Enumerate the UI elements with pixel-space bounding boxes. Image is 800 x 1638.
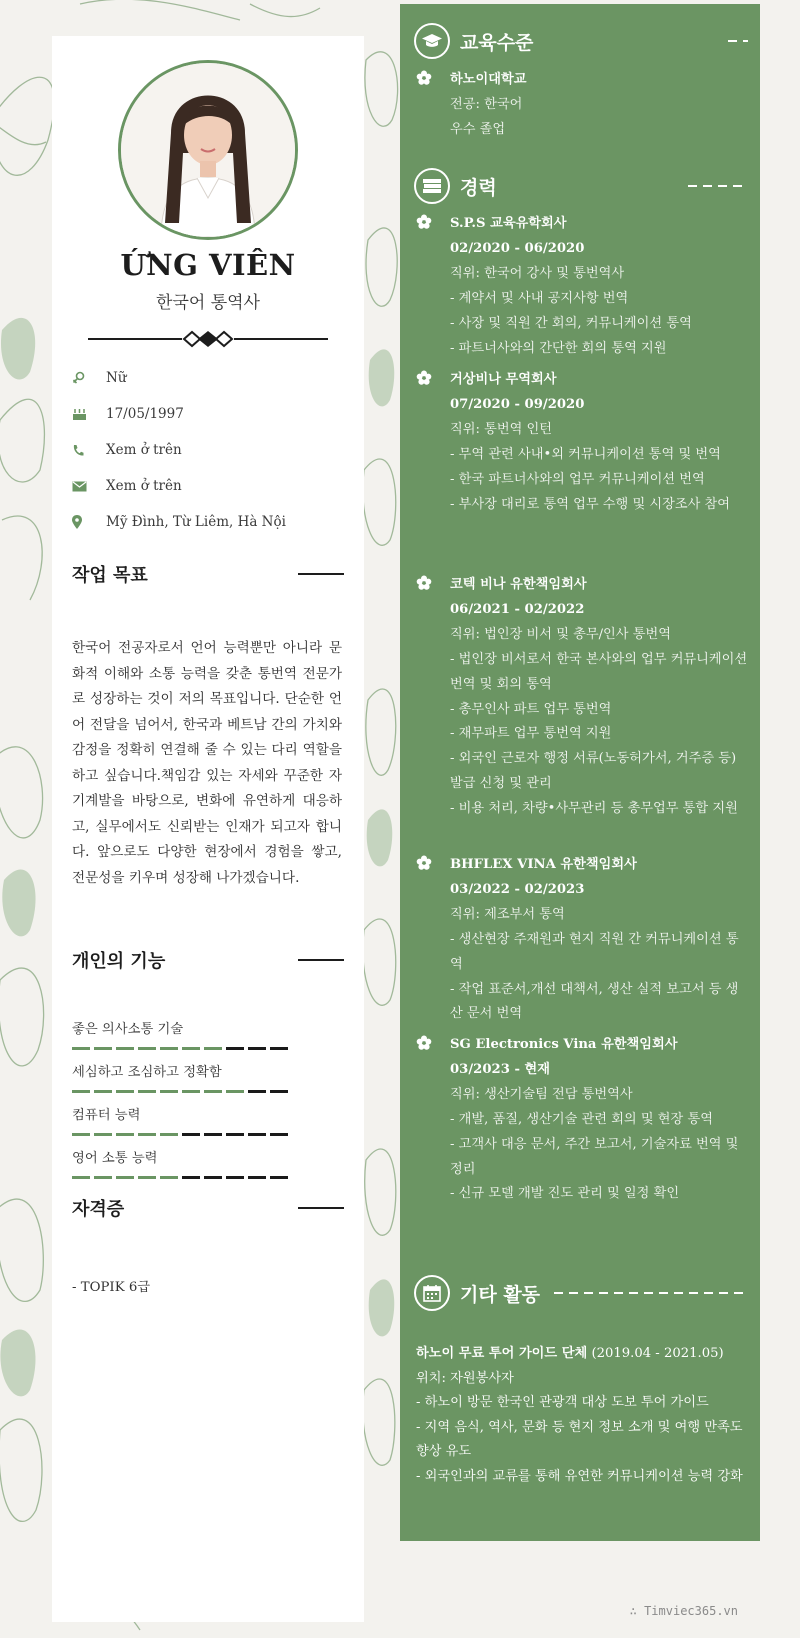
skill-segment-empty — [248, 1176, 266, 1179]
flower-bullet-icon — [416, 370, 432, 386]
graduation-cap-icon — [414, 23, 450, 59]
skill-segment-filled — [116, 1133, 134, 1136]
info-text: Xem ở trên — [106, 478, 182, 494]
heading-rule — [298, 959, 344, 961]
skill-segment-filled — [138, 1176, 156, 1179]
info-text: Mỹ Đình, Từ Liêm, Hà Nội — [106, 514, 286, 530]
skill-level-bar — [72, 1133, 344, 1136]
education-item — [416, 68, 750, 143]
skill-segment-filled — [94, 1047, 112, 1050]
location-pin-icon — [72, 515, 106, 529]
certificate-item: - TOPIK 6급 — [72, 1280, 151, 1295]
ornament-divider — [88, 330, 328, 348]
experience-item — [416, 368, 750, 517]
job-detail-line: - 파트너사와의 간단한 회의 통역 지원 — [450, 340, 667, 356]
birthday-cake-icon — [72, 408, 106, 421]
skill-segment-empty — [204, 1133, 222, 1136]
job-detail-line: - 개발, 품질, 생산기술 관련 회의 및 현장 통역 — [450, 1111, 713, 1127]
candidate-role: 한국어 통역사 — [156, 293, 260, 313]
skill-segment-filled — [94, 1133, 112, 1136]
objective-text: 한국어 전공자로서 언어 능력뿐만 아니라 문화적 이해와 소통 능력을 갖춘 통번역 전문가로 성장하는 것이 저의 목표입니다. 단순한 언어 전달을 넘어서, 한국과 베트남 간의 가치와 감정을 정확히 연결해 줄 수 있는 다리 역할을 하고 싶습니다.책임감 있는 자세와 꾸준한 자기계발을 바탕으로, 변화에 유연하게 대응하고, 실무에서도 신뢰받는 인재가 되고자 합니다. 앞으로도 다양한 현장에서 경험을 쌓고, 전문성을 키우며 성장해 나가겠습니다. — [72, 640, 342, 886]
skill-segment-filled — [138, 1090, 156, 1093]
job-detail-line: - 총무인사 파트 업무 통번역 — [450, 701, 612, 717]
activity-line: - 하노이 방문 한국인 관광객 대상 도보 투어 가이드 — [416, 1395, 709, 1411]
experience-heading — [414, 167, 748, 205]
education-heading — [414, 22, 748, 60]
info-text: 17/05/1997 — [106, 406, 184, 422]
skill-item — [72, 1104, 344, 1147]
skill-level-bar — [72, 1090, 344, 1093]
skill-segment-empty — [226, 1176, 244, 1179]
left-profile-card — [52, 36, 364, 1622]
skill-level-bar — [72, 1047, 344, 1050]
watermark-text: ∴ Timviec365.vn — [629, 1604, 738, 1618]
skill-segment-filled — [72, 1176, 90, 1179]
skill-segment-filled — [160, 1176, 178, 1179]
skill-name: 영어 소통 능력 — [72, 1151, 158, 1166]
avatar — [118, 60, 298, 240]
job-detail-line: 직위: 생산기술팀 전담 통번역사 — [450, 1086, 633, 1102]
job-detail-line: - 생산현장 주재원과 현지 직원 간 커뮤니케이션 통역 — [450, 931, 739, 972]
job-detail-line: - 부사장 대리로 통역 업무 수행 및 시장조사 참여 — [450, 496, 731, 512]
flower-bullet-icon — [416, 214, 432, 230]
flower-bullet-icon — [416, 855, 432, 871]
activity-line: - 외국인과의 교류를 통해 유연한 커뮤니케이션 능력 강화 — [416, 1468, 743, 1484]
heading-rule — [298, 573, 344, 575]
info-text: Xem ở trên — [106, 442, 182, 458]
info-gender — [72, 360, 352, 396]
heading-rule — [298, 1207, 344, 1209]
skill-segment-filled — [226, 1090, 244, 1093]
heading-dashes — [688, 185, 748, 187]
activity-period: (2019.04 - 2021.05) — [591, 1346, 724, 1361]
job-detail-line: - 비용 처리, 차량•사무관리 등 총무업무 통합 지원 — [450, 801, 738, 817]
job-period: 07/2020 - 09/2020 — [450, 396, 585, 412]
school-name: 하노이대학교 — [450, 72, 527, 87]
skill-segment-empty — [248, 1047, 266, 1050]
skill-segment-empty — [182, 1133, 200, 1136]
experience-item — [416, 212, 750, 361]
calendar-icon — [414, 1275, 450, 1311]
skill-segment-filled — [138, 1133, 156, 1136]
skill-segment-empty — [270, 1047, 288, 1050]
phone-icon — [72, 444, 106, 457]
flower-bullet-icon — [416, 70, 432, 86]
job-detail-line: - 외국인 근로자 행정 서류(노동허가서, 거주증 등) 발급 신청 및 관리 — [450, 751, 737, 792]
skill-segment-empty — [270, 1176, 288, 1179]
activities-title: 기타 활동 — [460, 1283, 541, 1306]
skill-segment-filled — [72, 1133, 90, 1136]
skill-segment-empty — [270, 1133, 288, 1136]
skill-level-bar — [72, 1176, 344, 1179]
activities-heading — [414, 1274, 748, 1312]
skill-segment-empty — [182, 1176, 200, 1179]
skill-segment-empty — [226, 1133, 244, 1136]
company-name: S.P.S 교육유학회사 — [450, 216, 567, 231]
objective-heading — [72, 560, 344, 588]
skill-item — [72, 1061, 344, 1104]
job-detail-line: - 무역 관련 사내•외 커뮤니케이션 통역 및 번역 — [450, 446, 721, 462]
experience-item — [416, 853, 750, 1027]
experience-item — [416, 1033, 750, 1207]
skill-segment-filled — [204, 1047, 222, 1050]
job-period: 03/2022 - 02/2023 — [450, 881, 585, 897]
job-detail-line: 직위: 제조부서 통역 — [450, 906, 565, 922]
job-period: 06/2021 - 02/2022 — [450, 601, 585, 617]
company-name: BHFLEX VINA 유한책임회사 — [450, 857, 637, 872]
skill-segment-filled — [160, 1090, 178, 1093]
skill-segment-filled — [138, 1047, 156, 1050]
right-column — [400, 4, 760, 1541]
job-detail-line: - 계약서 및 사내 공지사항 번역 — [450, 290, 629, 306]
skills-heading — [72, 946, 344, 974]
job-detail-line: - 사장 및 직원 간 회의, 커뮤니케이션 통역 — [450, 315, 692, 331]
education-title: 교육수준 — [460, 31, 534, 54]
skill-name: 세심하고 조심하고 정확함 — [72, 1065, 222, 1080]
skills-title: 개인의 기능 — [72, 951, 166, 972]
activity-position: 위치: 자원봉사자 — [416, 1370, 514, 1386]
books-icon — [414, 168, 450, 204]
skill-segment-empty — [226, 1047, 244, 1050]
skill-segment-filled — [72, 1047, 90, 1050]
company-name: 거상비나 무역회사 — [450, 372, 557, 387]
info-email — [72, 468, 352, 504]
skill-segment-empty — [248, 1090, 266, 1093]
skill-segment-filled — [72, 1090, 90, 1093]
skill-segment-filled — [204, 1090, 222, 1093]
certificates-title: 자격증 — [72, 1199, 125, 1220]
flower-bullet-icon — [416, 575, 432, 591]
activity-item — [416, 1342, 746, 1490]
job-detail-line: - 신규 모델 개발 진도 관리 및 일정 확인 — [450, 1186, 680, 1202]
skill-segment-filled — [94, 1090, 112, 1093]
job-detail-line: 직위: 통번역 인턴 — [450, 421, 553, 437]
heading-dashes — [728, 40, 748, 42]
experience-title: 경력 — [460, 176, 497, 199]
skill-segment-filled — [116, 1090, 134, 1093]
certificates-heading — [72, 1194, 344, 1222]
objective-title: 작업 목표 — [72, 565, 148, 586]
info-address — [72, 504, 352, 540]
flower-bullet-icon — [416, 1035, 432, 1051]
skill-item — [72, 1147, 344, 1190]
activity-line: - 지역 음식, 역사, 문화 등 현지 정보 소개 및 여행 만족도 향상 유도 — [416, 1419, 743, 1460]
skill-segment-empty — [248, 1133, 266, 1136]
education-major: 전공: 한국어 — [450, 96, 523, 112]
skills-list — [72, 1018, 344, 1190]
skill-segment-filled — [182, 1047, 200, 1050]
skill-segment-filled — [116, 1176, 134, 1179]
job-detail-line: - 재무파트 업무 통번역 지원 — [450, 726, 612, 742]
job-detail-line: 직위: 한국어 강사 및 통번역사 — [450, 265, 625, 281]
gender-icon — [72, 371, 106, 385]
experience-item — [416, 573, 750, 822]
info-text: Nữ — [106, 370, 127, 386]
job-detail-line: - 한국 파트너사와의 업무 커뮤니케이션 번역 — [450, 471, 705, 487]
skill-segment-empty — [270, 1090, 288, 1093]
info-phone — [72, 432, 352, 468]
profile-photo — [121, 63, 295, 237]
job-period: 02/2020 - 06/2020 — [450, 240, 585, 256]
email-icon — [72, 481, 106, 492]
skill-segment-filled — [94, 1176, 112, 1179]
job-detail-line: 직위: 법인장 비서 및 총무/인사 통번역 — [450, 626, 671, 642]
job-detail-line: - 고객사 대응 문서, 주간 보고서, 기술자료 번역 및 정리 — [450, 1136, 739, 1177]
activity-org: 하노이 무료 투어 가이드 단체 — [416, 1346, 588, 1361]
skill-segment-filled — [116, 1047, 134, 1050]
candidate-name: ỨNG VIÊN — [120, 248, 296, 282]
skill-name: 좋은 의사소통 기술 — [72, 1022, 184, 1037]
job-period: 03/2023 - 현재 — [450, 1061, 551, 1077]
skill-segment-filled — [182, 1090, 200, 1093]
job-detail-line: - 법인장 비서로서 한국 본사와의 업무 커뮤니케이션 번역 및 회의 통역 — [450, 651, 748, 692]
company-name: 코텍 비나 유한책임회사 — [450, 577, 587, 592]
job-detail-line: - 작업 표준서,개선 대책서, 생산 실적 보고서 등 생산 문서 번역 — [450, 981, 739, 1022]
company-name: SG Electronics Vina 유한책임회사 — [450, 1037, 678, 1052]
info-birthday — [72, 396, 352, 432]
skill-name: 컴퓨터 능력 — [72, 1108, 141, 1123]
skill-item — [72, 1018, 344, 1061]
skill-segment-filled — [160, 1047, 178, 1050]
heading-dashes — [554, 1292, 748, 1294]
skill-segment-empty — [204, 1176, 222, 1179]
skill-segment-filled — [160, 1133, 178, 1136]
personal-info-list — [72, 360, 352, 540]
education-grade: 우수 졸업 — [450, 121, 506, 137]
